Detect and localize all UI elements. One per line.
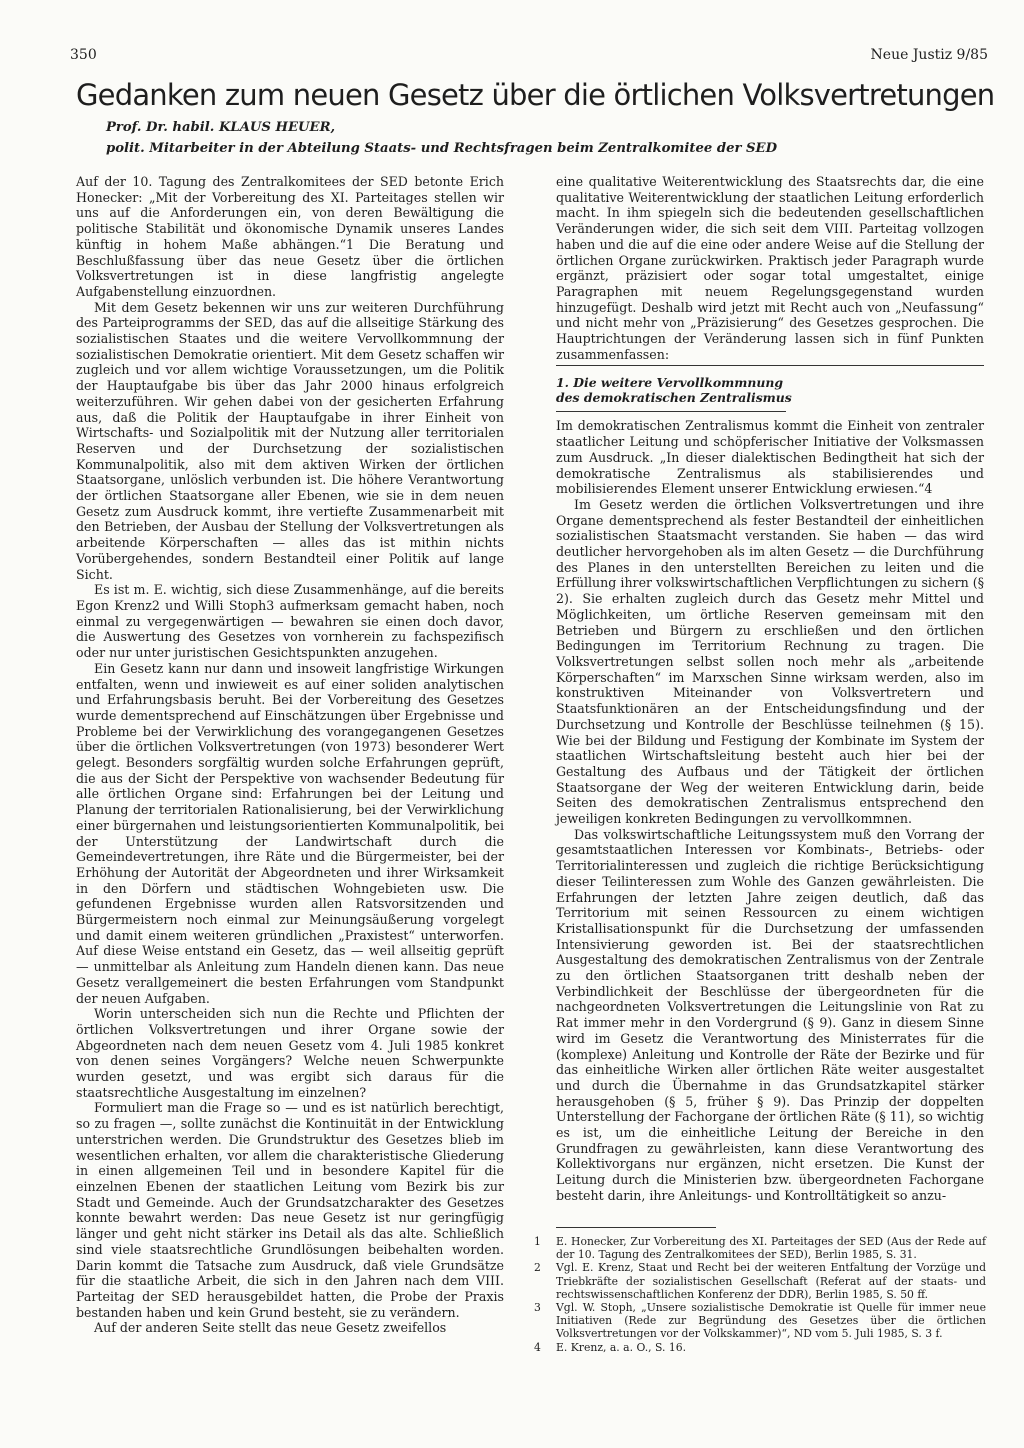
- right-column: [556, 174, 984, 1216]
- paragraph: Worin unterscheiden sich nun die Rechte und Pflichten der örtlichen Volksvertretungen und ihrer Organe sowie der Abgeordneten nach dem neuen Gesetz vom 4. Juli 1985 konkret von denen seines Vorgängers? Welche neuen Schwerpunkte wurden gesetzt, und was ergibt sich daraus für die staatsrechtliche Ausgestaltung im einzelnen?: [76, 1006, 504, 1100]
- footnote-number: 1: [534, 1235, 541, 1248]
- footnote: [534, 1235, 986, 1261]
- footnote-text: E. Honecker, Zur Vorbereitung des XI. Parteitages der SED (Aus der Rede auf der 10. Tagung des Zentralkomitees der SED), Berlin 1985, S. 31.: [556, 1235, 986, 1262]
- section-divider: [556, 365, 984, 366]
- paragraph: Im demokratischen Zentralismus kommt die Einheit von zentraler staatlicher Leitung und schöpferischer Initiative der Volksmassen zum Ausdruck. „In dieser dialektischen Bedingtheit hat sich der demokratische Zentralismus als stabilisierendes und mobilisierendes Element unserer Entwicklung erwiesen.“4: [556, 418, 984, 497]
- paragraph: Das volkswirtschaftliche Leitungssystem muß den Vorrang der gesamtstaatlichen Interessen vor Kombinats-, Betriebs- oder Territorialinteressen und zugleich die richtige Berücksichtigung dieser Teilinteressen zum Wohle des Ganzen gewährleisten. Die Erfahrungen der letzten Jahre zeigen deutlich, daß das Territorium mit seinen Ressourcen zu einem wichtigen Kristallisationspunkt für die Durchsetzung der umfassenden Intensivierung geworden ist. Bei der staatsrechtlichen Ausgestaltung des demokratischen Zentralismus von der Zentrale zu den örtlichen Staatsorganen tritt deshalb neben der Verbindlichkeit der Beschlüsse der übergeordneten für die nachgeordneten Volksvertretungen die Leitungslinie von Rat zu Rat immer mehr in den Vordergrund (§ 9). Ganz in diesem Sinne wird im Gesetz die Verantwortung des Ministerrates für die (komplexe) Anleitung und Kontrolle der Räte der Bezirke und für das einheitliche Wirken aller örtlichen Räte weiter ausgestaltet und durch die Übernahme in das Grundsatzkapitel stärker herausgehoben (§ 5, früher § 9). Das Prinzip der doppelten Unterstellung der Fachorgane der örtlichen Räte (§ 11), so wichtig es ist, um die einheitliche Leitung der Bereiche in den Grundfragen zu gewährleisten, kann diese Verantwortung des Kollektivorgans nur ergänzen, nicht ersetzen. Die Kunst der Leitung durch die Ministerien bzw. übergeordneten Fachorgane besteht darin, ihre Anleitungs- und Kontrolltätigkeit so anzu-: [556, 826, 984, 1203]
- paragraph: Auf der 10. Tagung des Zentralkomitees der SED betonte Erich Honecker: „Mit der Vorbereitung des XI. Parteitages stellen wir uns auf die Anforderungen ein, von deren Bewältigung die politische Stabilität und ökonomische Dynamik unseres Landes künftig in hohem Maße abhängen.“1 Die Beratung und Beschlußfassung über das neue Gesetz über die örtlichen Volksvertretungen ist in diese langfristig angelegte Aufgabenstellung einzuordnen.: [76, 174, 504, 299]
- paragraph: Es ist m. E. wichtig, sich diese Zusammenhänge, auf die bereits Egon Krenz2 und Willi Stoph3 aufmerksam gemacht haben, noch einmal zu vergegenwärtigen — bewahren sie einen doch davor, die Auswertung des Gesetzes von vornherein zu fachspezifisch oder nur unter juristischen Gesichtspunkten anzugehen.: [76, 582, 504, 661]
- left-column: [76, 174, 504, 1376]
- footnote-text: Vgl. E. Krenz, Staat und Recht bei der weiteren Entfaltung der Vorzüge und Triebkräfte der sozialistischen Gesellschaft (Referat auf der staats- und rechtswissenschaftlichen Konferenz der DDR), Berlin 1985, S. 50 ff.: [556, 1261, 986, 1301]
- footnote-text: E. Krenz, a. a. O., S. 16.: [556, 1340, 687, 1354]
- page-header: [70, 47, 988, 67]
- footnote-number: 3: [534, 1301, 541, 1315]
- paragraph: Im Gesetz werden die örtlichen Volksvertretungen und ihre Organe dementsprechend als fester Bestandteil der einheitlichen sozialistischen Staatsmacht verstanden. Sie haben — das wird deutlicher hervorgehoben als im alten Gesetz — die Durchführung des Planes in den unterstellten Bereichen zu leiten und die Erfüllung ihrer volkswirtschaftlichen Verpflichtungen zu sichern (§ 2). Sie erhalten zugleich durch das Gesetz mehr Mittel und Möglichkeiten, um örtliche Reserven gemeinsam mit den Betrieben und Bürgern zu erschließen und den örtlichen Bedingungen im Territorium Rechnung zu tragen. Die Volksvertretungen selbst sollen noch mehr als „arbeitende Körperschaften“ im Marxschen Sinne wirksam werden, also im konstruktiven Miteinander von Volksvertretern und Staatsfunktionären an der Entscheidungsfindung und der Durchsetzung und Kontrolle der Beschlüsse teilnehmen (§ 15). Wie bei der Bildung und Festigung der Kombinate im System der staatlichen Wirtschaftsleitung besteht auch hier bei der Gestaltung des Aufbaus und der Tätigkeit der örtlichen Staatsorgane der Weg der weiteren Entwicklung darin, beide Seiten des demokratischen Zentralismus entsprechend den jeweiligen konkreten Bedingungen zu vervollkommnen.: [556, 496, 984, 827]
- footnote-number: 2: [534, 1261, 541, 1275]
- footnote: [534, 1301, 986, 1341]
- paragraph: Mit dem Gesetz bekennen wir uns zur weiteren Durchführung des Parteiprogramms der SED, das auf die allseitige Stärkung des sozialistischen Staates und die weitere Vervollkommnung der sozialistischen Demokratie orientiert. Mit dem Gesetz schaffen wir zugleich und vor allem wichtige Voraussetzungen, um die Politik der Hauptaufgabe bis über das Jahr 2000 hinaus erfolgreich weiterzuführen. Wir gehen dabei von der gesicherten Erfahrung aus, daß die Politik der Hauptaufgabe in ihrer Einheit von Wirtschafts- und Sozialpolitik mit der Nutzung aller territorialen Reserven und der Durchsetzung der sozialistischen Kommunalpolitik, also mit dem aktiven Wirken der örtlichen Staatsorgane, unlöslich verbunden ist. Die höhere Verantwortung der örtlichen Staatsorgane aller Ebenen, wie sie in dem neuen Gesetz zum Ausdruck kommt, ihre vertiefte Zusammenarbeit mit den Betrieben, der Ausbau der Stellung der Volksvertretungen als arbeitende Körperschaften — alles das ist mithin nichts Vorübergehendes, sondern Bestandteil einer Politik auf lange Sicht.: [76, 299, 504, 582]
- footnote-text: Vgl. W. Stoph, „Unsere sozialistische Demokratie ist Quelle für immer neue Initiativen (Rede zur Begründung des Gesetzes über die örtlichen Volksvertretungen vor der Volkskammer)“, ND vom 5. Juli 1985, S. 3 f.: [556, 1301, 986, 1341]
- paragraph: eine qualitative Weiterentwicklung des Staatsrechts dar, die eine qualitative Weiterentwicklung der staatlichen Leitung erforderlich macht. In ihm spiegeln sich die bedeutenden gesellschaftlichen Veränderungen wider, die sich seit dem VIII. Parteitag vollzogen haben und die auf die eine oder andere Weise auf die Stellung der örtlichen Organe zurückwirken. Praktisch jeder Paragraph wurde ergänzt, präzisiert oder sogar total umgestaltet, einige Paragraphen mit neuem Regelungsgegenstand wurden hinzugefügt. Deshalb wird jetzt mit Recht auch von „Neufassung“ und nicht mehr von „Präzisierung“ des Gesetzes gesprochen. Die Hauptrichtungen der Veränderung lassen sich in fünf Punkten zusammenfassen:: [556, 174, 984, 362]
- paragraph: Formuliert man die Frage so — und es ist natürlich berechtigt, so zu fragen —, sollte zunächst die Kontinuität in der Entwicklung unterstrichen werden. Die Grundstruktur des Gesetzes blieb im wesentlichen erhalten, vor allem die charakteristische Gliederung in einen allgemeinen Teil und in besondere Kapitel für die einzelnen Ebenen der staatlichen Leitung vom Bezirk bis zur Stadt und Gemeinde. Auch der Grundsatzcharakter des Gesetzes konnte bewahrt werden: Das neue Gesetz ist nur geringfügig länger und geht nicht stärker ins Detail als das alte. Schließlich sind viele staatsrechtliche Grundlösungen beibehalten worden. Darin kommt die Tatsache zum Ausdruck, daß viele Grundsätze für die staatliche Arbeit, die sich in den Jahren nach dem VIII. Parteitag der SED herausgebildet hatten, die Probe der Praxis bestanden haben und kein Grund besteht, sie zu verändern.: [76, 1100, 504, 1320]
- footnote: [534, 1261, 986, 1301]
- footnote-number: 4: [534, 1340, 541, 1354]
- footnote-divider: [556, 1227, 716, 1228]
- footnotes: [534, 1235, 986, 1354]
- paragraph: Auf der anderen Seite stellt das neue Gesetz zweifellos: [94, 1320, 447, 1336]
- author-affiliation: polit. Mitarbeiter in der Abteilung Staats- und Rechtsfragen beim Zentralkomitee der SED: [106, 141, 778, 156]
- section-heading-line: des demokratischen Zentralismus: [556, 390, 792, 406]
- article-title: Gedanken zum neuen Gesetz über die örtlichen Volksvertretungen: [76, 78, 995, 112]
- paragraph: Ein Gesetz kann nur dann und insoweit langfristige Wirkungen entfalten, wenn und inwieweit es auf einer soliden analytischen und Erfahrungsbasis beruht. Bei der Vorbereitung des Gesetzes wurde dementsprechend auf Einschätzungen über Ergebnisse und Probleme bei der Verwirklichung des vorangegangenen Gesetzes über die örtlichen Volksvertretungen (von 1973) besonderer Wert gelegt. Besonders sorgfältig wurden solche Erfahrungen geprüft, die aus der Sicht der Perspektive von wachsender Bedeutung für alle örtlichen Organe sind: Erfahrungen bei der Leitung und Planung der territorialen Rationalisierung, bei der Verwirklichung einer bürgernahen und leistungsorientierten Kommunalpolitik, bei der Unterstützung der Landwirtschaft durch die Gemeindevertretungen, ihre Räte und die Bürgermeister, bei der Erhöhung der Autorität der Abgeordneten und ihrer Wirksamkeit in den Dörfern und städtischen Wohngebieten usw. Die gefundenen Ergebnisse wurden allen Ratsvorsitzenden und Bürgermeistern noch einmal zur Meinungsäußerung vorgelegt und damit einem weiteren gründlichen „Praxistest“ unterworfen. Auf diese Weise entstand ein Gesetz, das — weil allseitig geprüft — unmittelbar als Anleitung zum Handeln dienen kann. Das neue Gesetz verallgemeinert die besten Erfahrungen vom Standpunkt der neuen Aufgaben.: [76, 660, 504, 1006]
- article-author: Prof. Dr. habil. KLAUS HEUER,: [106, 120, 336, 135]
- page-number: 350: [70, 47, 97, 63]
- footnote: [534, 1341, 986, 1354]
- section-heading-line: 1. Die weitere Vervollkommnung: [556, 375, 784, 391]
- journal-name: Neue Justiz 9/85: [870, 47, 988, 63]
- section-heading: [556, 375, 984, 405]
- section-underline: [556, 411, 786, 412]
